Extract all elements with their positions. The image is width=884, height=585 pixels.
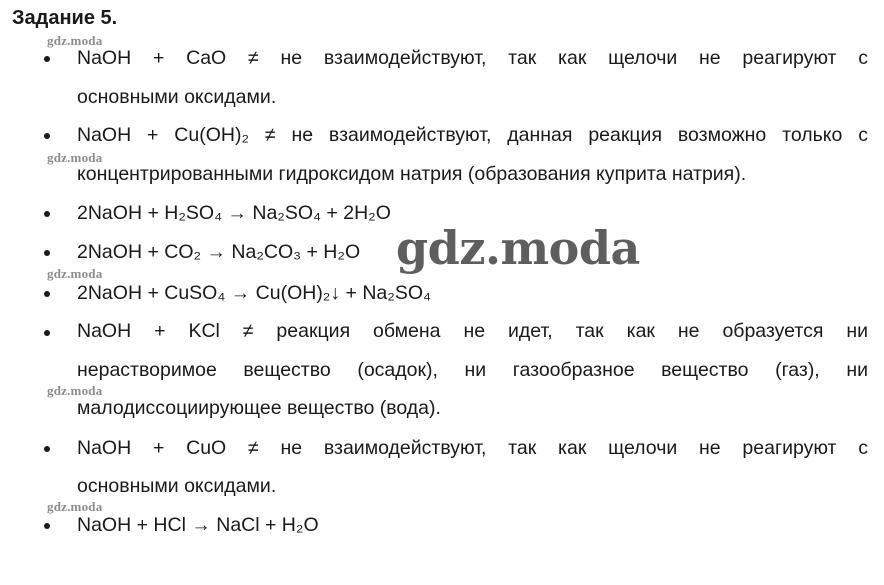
- item-line: концентрированными гидроксидом натрия (образования куприта натрия).: [77, 163, 747, 185]
- item-line: NaOH + CaO ≠ не взаимодействуют, так как щелочи не реагируют с: [77, 47, 868, 69]
- item-line: основными оксидами.: [77, 475, 277, 497]
- bullet-icon: [44, 133, 50, 139]
- bullet-icon: [44, 291, 50, 297]
- watermark-small: gdz.moda: [47, 383, 103, 398]
- bullet-icon: [44, 250, 50, 256]
- watermark-small: gdz.moda: [47, 266, 103, 281]
- item-line: 2NaOH + CO₂ → Na₂CO₃ + H₂O: [77, 241, 361, 263]
- watermark-small: gdz.moda: [47, 33, 103, 48]
- item-line: NaOH + KCl ≠ реакция обмена не идет, так как не образуется ни: [77, 320, 868, 342]
- bullet-icon: [44, 211, 50, 217]
- item-line: 2NaOH + CuSO₄ → Cu(OH)₂↓ + Na₂SO₄: [77, 282, 431, 304]
- watermark-small: gdz.moda: [47, 499, 103, 514]
- item-line: нерастворимое вещество (осадок), ни газообразное вещество (газ), ни: [77, 359, 868, 381]
- item-line: 2NaOH + H₂SO₄ → Na₂SO₄ + 2H₂O: [77, 202, 391, 224]
- bullet-icon: [44, 56, 50, 62]
- item-line: NaOH + HCl → NaCl + H₂O: [77, 514, 319, 536]
- bullet-icon: [44, 330, 50, 336]
- task-title: Задание 5.: [12, 7, 118, 29]
- item-line: NaOH + Cu(OH)₂ ≠ не взаимодействуют, данная реакция возможно только с: [77, 124, 868, 146]
- item-line: NaOH + CuO ≠ не взаимодействуют, так как щелочи не реагируют с: [77, 437, 868, 459]
- watermark-small: gdz.moda: [47, 150, 103, 165]
- watermark-large: gdz.moda: [396, 221, 640, 275]
- item-line: основными оксидами.: [77, 86, 277, 108]
- item-line: малодиссоциирующее вещество (вода).: [77, 397, 441, 419]
- bullet-icon: [44, 523, 50, 529]
- bullet-icon: [44, 446, 50, 452]
